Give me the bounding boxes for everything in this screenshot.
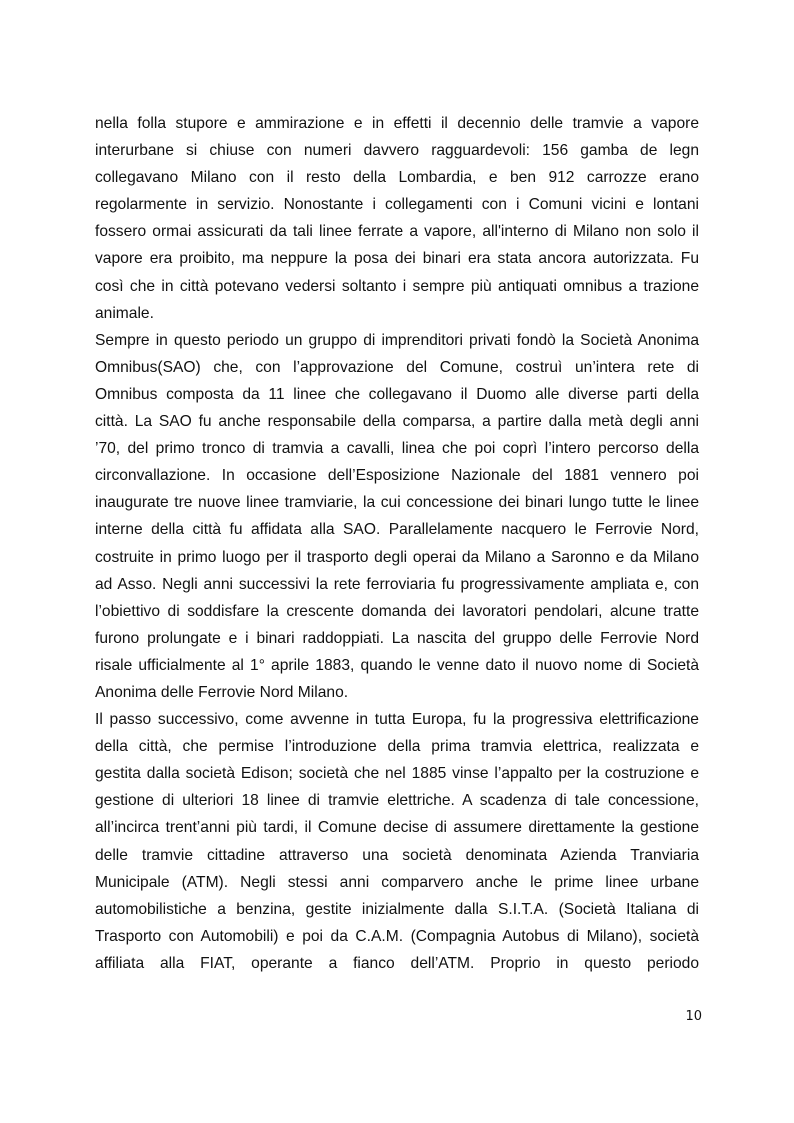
text-line: Anonima delle Ferrovie Nord Milano. bbox=[95, 683, 349, 701]
text-line: Trasporto con Automobili) e poi da C.A.M. (Compagnia Autobus di Milano), società bbox=[95, 927, 699, 945]
text-line: così che in città potevano vedersi soltanto i sempre più antiquati omnibus a trazione bbox=[95, 277, 699, 295]
text-line: vapore era proibito, ma neppure la posa dei binari era stata ancora autorizzata. Fu bbox=[95, 250, 699, 268]
text-line: risale ufficialmente al 1° aprile 1883, quando le venne dato il nuovo nome di Società bbox=[95, 656, 699, 674]
page-number: 10 bbox=[685, 1009, 702, 1024]
text-line: furono prolungate e i binari raddoppiati. La nascita del gruppo delle Ferrovie Nord bbox=[95, 629, 699, 647]
text-line: della città, che permise l’introduzione della prima tramvia elettrica, realizzata e bbox=[95, 738, 699, 756]
text-line: costruite in primo luogo per il trasporto degli operai da Milano a Saronno e da Milano bbox=[95, 548, 699, 566]
text-line: fossero ormai assicurati da tali linee ferrate a vapore, all'interno di Milano non solo il bbox=[95, 223, 699, 241]
text-line: gestita dalla società Edison; società che nel 1885 vinse l’appalto per la costruzione e bbox=[95, 765, 699, 783]
text-line: collegavano Milano con il resto della Lombardia, e ben 912 carrozze erano bbox=[95, 169, 699, 187]
text-line: automobilistiche a benzina, gestite inizialmente dalla S.I.T.A. (Società Italiana di bbox=[95, 900, 699, 918]
text-line: animale. bbox=[95, 304, 154, 322]
text-line: Il passo successivo, come avvenne in tutta Europa, fu la progressiva elettrificazione bbox=[95, 711, 699, 729]
text-line: nella folla stupore e ammirazione e in effetti il decennio delle tramvie a vapore bbox=[95, 115, 699, 132]
text-line: delle tramvie cittadine attraverso una società denominata Azienda Tranviaria bbox=[95, 846, 699, 864]
text-line: all’incirca trent’anni più tardi, il Comune decise di assumere direttamente la gestione bbox=[95, 819, 699, 837]
text-line: città. La SAO fu anche responsabile della comparsa, a partire dalla metà degli anni bbox=[95, 413, 699, 431]
document-body bbox=[95, 110, 699, 977]
text-line: regolarmente in servizio. Nonostante i collegamenti con i Comuni vicini e lontani bbox=[95, 196, 699, 214]
text-line: interne della città fu affidata alla SAO. Parallelamente nacquero le Ferrovie Nord, bbox=[95, 521, 699, 539]
text-line: Sempre in questo periodo un gruppo di imprenditori privati fondò la Società Anonima bbox=[95, 331, 699, 349]
text-line: Omnibus composta da 11 linee che collegavano il Duomo alle diverse parti della bbox=[95, 385, 699, 403]
text-line: gestione di ulteriori 18 linee di tramvie elettriche. A scadenza di tale concessione, bbox=[95, 792, 699, 810]
text-line: circonvallazione. In occasione dell’Esposizione Nazionale del 1881 vennero poi bbox=[95, 467, 699, 485]
text-line: ’70, del primo tronco di tramvia a cavalli, linea che poi coprì l’intero percorso della bbox=[95, 440, 699, 458]
text-line: Municipale (ATM). Negli stessi anni comparvero anche le prime linee urbane bbox=[95, 873, 699, 891]
text-line: Omnibus(SAO) che, con l’approvazione del Comune, costruì un’intera rete di bbox=[95, 358, 699, 376]
text-line: interurbane si chiuse con numeri davvero ragguardevoli: 156 gamba de legn bbox=[95, 142, 699, 160]
text-line: inaugurate tre nuove linee tramviarie, la cui concessione dei binari lungo tutte le linee bbox=[95, 494, 699, 512]
text-line: l’obiettivo di soddisfare la crescente domanda dei lavoratori pendolari, alcune tratte bbox=[95, 602, 699, 620]
text-line: affiliata alla FIAT, operante a fianco dell’ATM. Proprio in questo periodo bbox=[95, 954, 699, 972]
text-line: ad Asso. Negli anni successivi la rete ferroviaria fu progressivamente ampliata e, con bbox=[95, 575, 699, 593]
